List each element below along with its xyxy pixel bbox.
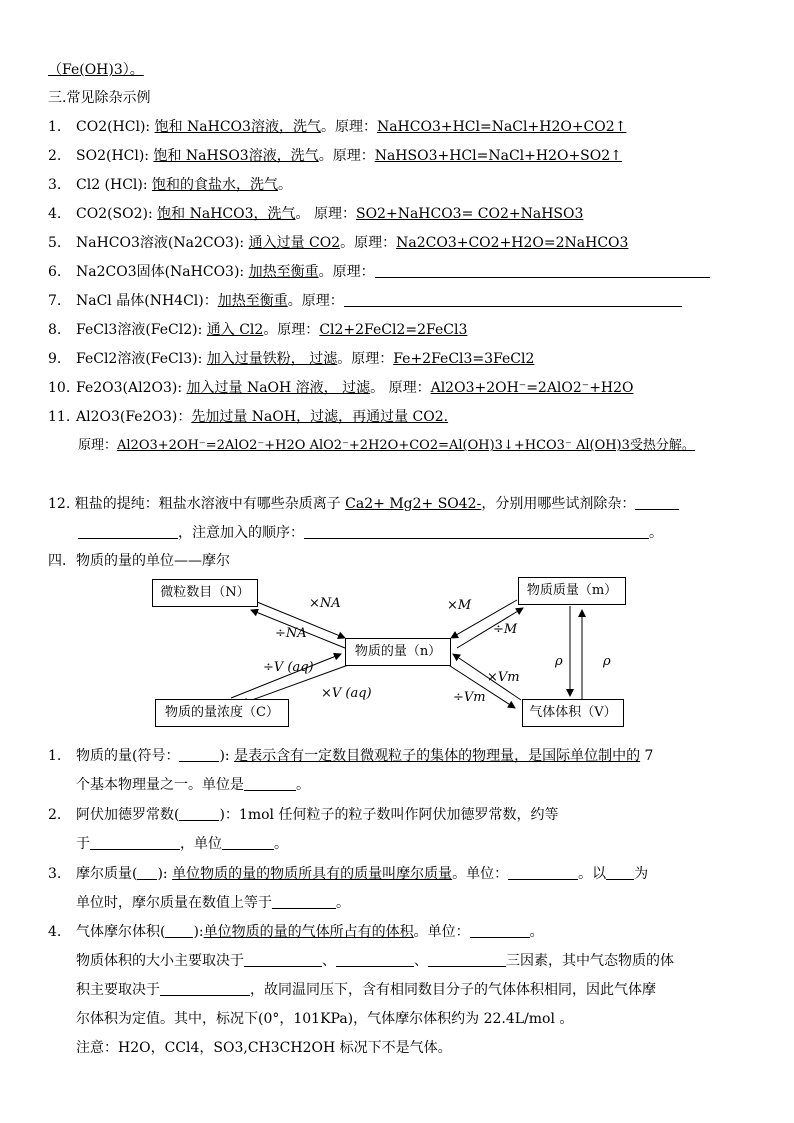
- item-10: [48, 378, 634, 398]
- item-number: 11.: [48, 409, 71, 425]
- mass-box: 物质质量（m）: [518, 577, 626, 605]
- answer-blank[interactable]: [179, 747, 219, 762]
- item-principle-label: 。: [278, 177, 293, 193]
- q3-unit-label: 。单位：: [452, 866, 509, 882]
- item-target: Cl2 (HCl):: [76, 177, 153, 193]
- item-principle-label: 。 原理：: [295, 206, 356, 222]
- item-principle-label: 。原理：: [320, 119, 377, 135]
- label-times-na: ×NA: [309, 596, 341, 611]
- q1-definition: 是表示含有一定数目微观粒子的集体的物理量，是国际单位制中的: [234, 748, 641, 764]
- item-method: 加热至衡重: [217, 293, 288, 309]
- item-number: 2.: [48, 148, 62, 164]
- label-div-v-aq: ÷V (aq): [263, 660, 314, 675]
- label-times-v-aq: ×V (aq): [321, 686, 372, 701]
- q3-equal-label: 单位时，摩尔质量在数值上等于: [76, 895, 272, 911]
- gas-volume-box: 气体体积（V）: [522, 699, 624, 727]
- item-12-question: 12. 粗盐的提纯：粗盐水溶液中有哪些杂质离子: [48, 496, 346, 512]
- item-target: NaHCO3溶液(Na2CO3):: [76, 235, 249, 251]
- question-number: 4.: [48, 924, 62, 940]
- q1-prompt: 物质的量(符号：: [76, 748, 180, 764]
- label-rho-right: ρ: [603, 654, 611, 669]
- item-principle: Al2O3+2OH⁻=2AlO2⁻+H2O AlO2⁻+2H2O+CO2=Al(OH)3↓+HCO3⁻ Al(OH)3受热分解。: [117, 438, 695, 453]
- item-target: Na2CO3固体(NaHCO3):: [76, 264, 249, 280]
- q4-unit-label: 。单位：: [413, 924, 470, 940]
- item-principle-label: 。原理：: [318, 264, 375, 280]
- question-1-line-2: [76, 775, 310, 795]
- item-number: 10.: [48, 380, 71, 396]
- item-12-line-2: [78, 523, 663, 543]
- item-1: [48, 117, 626, 137]
- top-line: [48, 60, 144, 80]
- label-times-vm: ×Vm: [487, 670, 520, 685]
- question-2: [48, 805, 558, 825]
- question-4-line-3: [76, 980, 656, 1000]
- q1-seven: 7: [640, 748, 654, 764]
- q3-as: 为: [634, 866, 649, 882]
- concentration-box: 物质的量浓度（C）: [155, 699, 289, 727]
- answer-blank[interactable]: [244, 776, 296, 791]
- item-target: SO2(HCl):: [76, 148, 154, 164]
- q3-prompt: 摩尔质量(: [76, 866, 138, 882]
- answer-blank[interactable]: [428, 952, 506, 967]
- answer-blank[interactable]: [78, 524, 178, 539]
- item-method: 加入过量铁粉， 过滤: [206, 351, 338, 367]
- item-principle-label: 。 原理：: [370, 380, 431, 396]
- q2-approx: 于: [76, 836, 90, 852]
- answer-blank[interactable]: [272, 894, 336, 909]
- q4-gas-cont: ，故同温同压下，含有相同数目分子的气体体积相同，因此气体摩: [250, 982, 656, 998]
- item-9: [48, 349, 534, 369]
- section-4-title: 四．物质的量的单位——摩尔: [48, 553, 230, 569]
- answer-blank[interactable]: [606, 865, 634, 880]
- question-4-line-4: 尔体积为定值。其中，标况下(0°，101KPa)，气体摩尔体积约为 22.4L/mol 。: [76, 1011, 574, 1027]
- item-target: CO2(SO2):: [76, 206, 158, 222]
- q3-when-label: 。以: [578, 866, 607, 882]
- q4-sep: 、: [414, 953, 428, 969]
- answer-blank[interactable]: [165, 923, 193, 938]
- item-target: Al2O3(Fe2O3)：: [76, 409, 192, 425]
- item-7: [48, 291, 682, 311]
- item-method: 通入 Cl2: [206, 322, 264, 338]
- q4-sep: 、: [322, 953, 336, 969]
- q2-definition: )：1mol 任何粒子的粒子数叫作阿伏加德罗常数，约等: [219, 807, 559, 823]
- item-number: 6.: [48, 264, 62, 280]
- label-times-m: ×M: [447, 598, 472, 613]
- item-2: [48, 146, 622, 166]
- item-number: 7.: [48, 293, 62, 309]
- q4-gas-label: 积主要取决于: [76, 982, 160, 998]
- q2-end: 。: [274, 836, 288, 852]
- answer-blank[interactable]: [90, 835, 180, 850]
- answer-blank[interactable]: [244, 952, 322, 967]
- item-number: 5.: [48, 235, 62, 251]
- item-12: [48, 494, 679, 514]
- item-target: Fe2O3(Al2O3):: [76, 380, 187, 396]
- q2-prompt: 阿伏加德罗常数(: [76, 807, 180, 823]
- item-12-end: 。: [649, 525, 663, 541]
- item-5: [48, 233, 628, 253]
- answer-blank[interactable]: [179, 806, 219, 821]
- item-principle-label: 。原理：: [340, 235, 397, 251]
- item-method: 饱和 NaHSO3溶液，洗气: [153, 148, 319, 164]
- impurity-ions: Ca2+ Mg2+ SO42-: [345, 496, 482, 512]
- label-rho-left: ρ: [555, 654, 563, 669]
- answer-blank[interactable]: [336, 952, 414, 967]
- item-method: 饱和 NaHCO3，洗气: [157, 206, 296, 222]
- item-6: [48, 262, 710, 282]
- answer-blank[interactable]: [304, 524, 649, 539]
- item-method: 先加过量 NaOH，过滤，再通过量 CO2.: [191, 409, 449, 425]
- answer-blank[interactable]: [470, 923, 530, 938]
- item-principle-label: 。原理：: [263, 322, 320, 338]
- item-method: 饱和的食盐水，洗气: [152, 177, 279, 193]
- label-div-m: ÷M: [493, 622, 518, 637]
- item-principle: Na2CO3+CO2+H2O=2NaHCO3: [396, 235, 629, 251]
- item-number: 4.: [48, 206, 62, 222]
- q1-end: 。: [296, 777, 310, 793]
- item-principle: Cl2+2FeCl2=2FeCl3: [319, 322, 468, 338]
- label-div-vm: ÷Vm: [453, 690, 486, 705]
- item-principle-label: 原理：: [78, 438, 118, 453]
- label-div-na: ÷NA: [275, 626, 307, 641]
- question-number: 2.: [48, 807, 62, 823]
- amount-of-substance-box: 物质的量（n）: [345, 638, 451, 666]
- q4-definition: 单位物质的量的气体所占有的体积: [203, 924, 414, 940]
- item-target: FeCl3溶液(FeCl2):: [76, 322, 207, 338]
- item-method: 通入过量 CO2: [248, 235, 341, 251]
- question-1: [48, 746, 653, 766]
- item-3: [48, 175, 292, 195]
- item-number: 8.: [48, 322, 62, 338]
- q1-unit-label: 个基本物理量之一。单位是: [76, 777, 244, 793]
- question-4: [48, 922, 544, 942]
- item-method: 饱和 NaHCO3溶液，洗气: [154, 119, 321, 135]
- item-12-order-label: ，注意加入的顺序：: [178, 525, 304, 541]
- item-target: CO2(HCl):: [76, 119, 155, 135]
- answer-blank[interactable]: [508, 865, 578, 880]
- question-4-line-2: [76, 951, 674, 971]
- section-3-title: 三.常见除杂示例: [48, 90, 151, 106]
- question-4-note: 注意：H2O，CCl4，SO3,CH3CH2OH 标况下不是气体。: [76, 1040, 452, 1056]
- question-number: 1.: [48, 748, 62, 764]
- item-principle: NaHSO3+HCl=NaCl+H2O+SO2↑: [374, 148, 622, 164]
- item-11: [48, 407, 448, 427]
- q4-end: 。: [529, 924, 544, 940]
- item-principle: Al2O3+2OH⁻=2AlO2⁻+H2O: [430, 380, 634, 396]
- item-target: NaCl 晶体(NH4Cl)：: [76, 293, 218, 309]
- q4-prompt: 气体摩尔体积(: [76, 924, 166, 940]
- particle-number-box: 微粒数目（N）: [152, 579, 258, 607]
- q3-end: 。: [336, 895, 350, 911]
- item-12-question-cont: ，分别用哪些试剂除杂：: [481, 496, 636, 512]
- question-3: [48, 864, 648, 884]
- item-principle-label: 。原理：: [337, 351, 394, 367]
- item-principle-label: 。原理：: [318, 148, 375, 164]
- item-11-principle-line: [78, 436, 695, 456]
- item-principle: SO2+NaHCO3= CO2+NaHSO3: [355, 206, 584, 222]
- item-number: 9.: [48, 351, 62, 367]
- answer-blank[interactable]: [160, 981, 250, 996]
- answer-blank[interactable]: [137, 865, 157, 880]
- item-method: 加入过量 NaOH 溶液， 过滤: [186, 380, 371, 396]
- answer-blank[interactable]: [375, 263, 710, 278]
- item-principle: Fe+2FeCl3=3FeCl2: [393, 351, 535, 367]
- q4-factors-cont: 三因素，其中气态物质的体: [506, 953, 674, 969]
- q3-colon: ):: [157, 866, 173, 882]
- q4-colon: ):: [193, 924, 204, 940]
- item-principle: NaHCO3+HCl=NaCl+H2O+CO2↑: [376, 119, 627, 135]
- item-principle-label: 。原理：: [287, 293, 344, 309]
- item-method: 加热至衡重: [248, 264, 319, 280]
- item-8: [48, 320, 467, 340]
- answer-blank[interactable]: [344, 292, 682, 307]
- mole-conversion-diagram: [145, 572, 635, 732]
- q3-definition: 单位物质的量的物质所具有的质量叫摩尔质量: [172, 866, 453, 882]
- top-line-text: （Fe(OH)3）。: [48, 62, 144, 78]
- item-number: 3.: [48, 177, 62, 193]
- question-2-line-2: [76, 834, 288, 854]
- answer-blank[interactable]: [222, 835, 274, 850]
- q2-unit-label: ，单位: [180, 836, 222, 852]
- q1-colon: ):: [219, 748, 235, 764]
- item-target: FeCl2溶液(FeCl3):: [76, 351, 207, 367]
- q4-factors-label: 物质体积的大小主要取决于: [76, 953, 244, 969]
- answer-blank[interactable]: [635, 495, 679, 510]
- item-number: 1.: [48, 119, 62, 135]
- item-4: [48, 204, 583, 224]
- question-number: 3.: [48, 866, 62, 882]
- question-3-line-2: [76, 893, 350, 913]
